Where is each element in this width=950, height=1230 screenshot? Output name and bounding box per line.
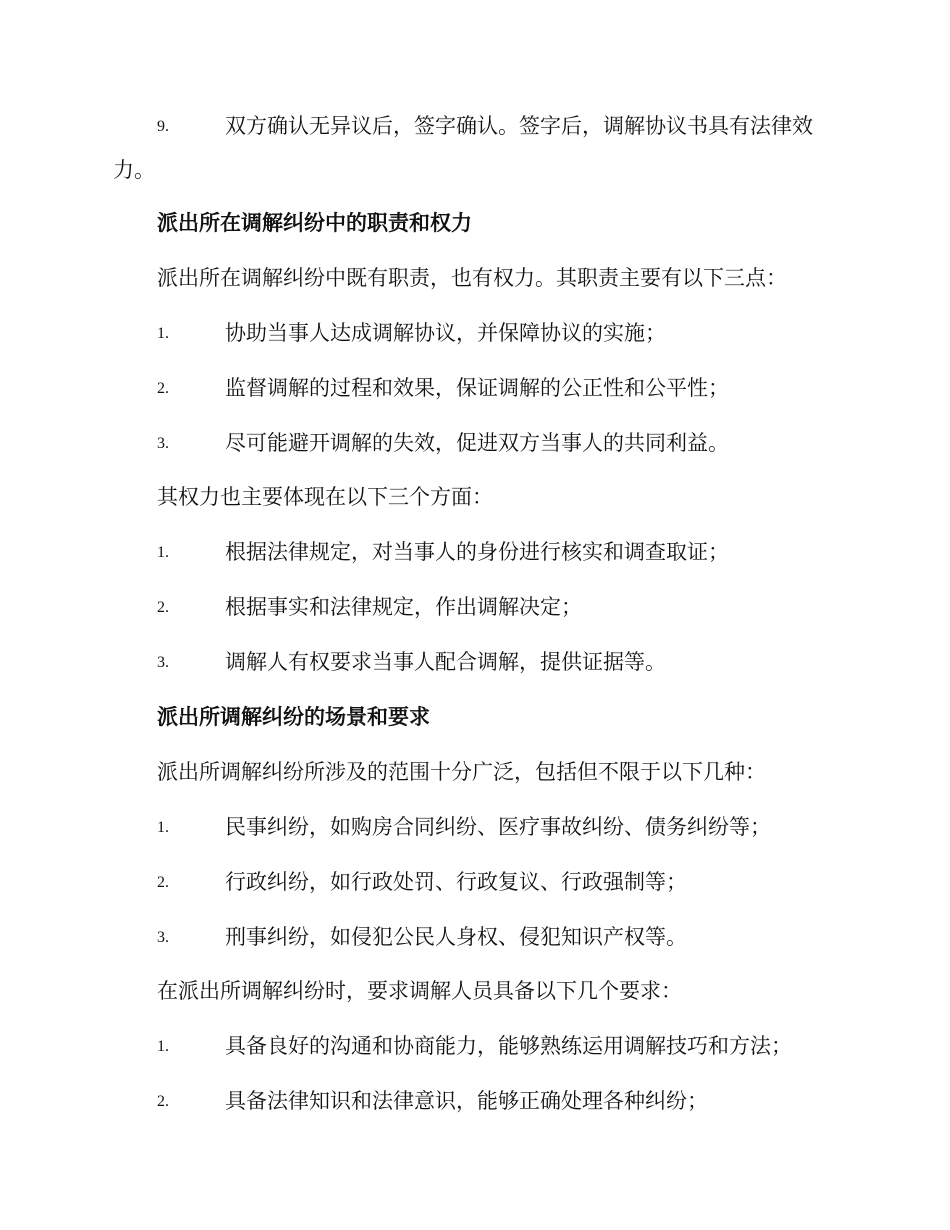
list-item-continuation: 力。 xyxy=(113,158,155,182)
list-number: 2. xyxy=(157,1093,169,1110)
paragraph: 其权力也主要体现在以下三个方面： xyxy=(157,485,493,509)
list-item-text: 调解人有权要求当事人配合调解，提供证据等。 xyxy=(225,650,666,674)
section-heading: 派出所调解纠纷的场景和要求 xyxy=(157,704,430,729)
list-number: 9. xyxy=(157,118,169,135)
list-item-text: 尽可能避开调解的失效，促进双方当事人的共同利益。 xyxy=(225,431,729,455)
paragraph: 派出所调解纠纷所涉及的范围十分广泛，包括但不限于以下几种： xyxy=(157,760,766,784)
list-number: 3. xyxy=(157,435,169,452)
list-number: 2. xyxy=(157,599,169,616)
list-item-text: 具备法律知识和法律意识，能够正确处理各种纠纷； xyxy=(225,1089,708,1113)
list-item-text: 双方确认无异议后，签字确认。签字后，调解协议书具有法律效 xyxy=(225,114,813,138)
list-number: 2. xyxy=(157,874,169,891)
paragraph: 派出所在调解纠纷中既有职责，也有权力。其职责主要有以下三点： xyxy=(157,266,787,290)
list-number: 3. xyxy=(157,929,169,946)
list-item-text: 根据法律规定，对当事人的身份进行核实和调查取证； xyxy=(225,540,729,564)
list-number: 1. xyxy=(157,1038,169,1055)
list-item-text: 行政纠纷，如行政处罚、行政复议、行政强制等； xyxy=(225,870,687,894)
list-number: 1. xyxy=(157,544,169,561)
list-number: 1. xyxy=(157,325,169,342)
list-number: 2. xyxy=(157,380,169,397)
list-number: 1. xyxy=(157,819,169,836)
list-item-text: 监督调解的过程和效果，保证调解的公正性和公平性； xyxy=(225,376,729,400)
list-item-text: 民事纠纷，如购房合同纠纷、医疗事故纠纷、债务纠纷等； xyxy=(225,815,771,839)
list-item-text: 协助当事人达成调解协议，并保障协议的实施； xyxy=(225,321,666,345)
list-item-text: 具备良好的沟通和协商能力，能够熟练运用调解技巧和方法； xyxy=(225,1034,792,1058)
list-item-text: 刑事纠纷，如侵犯公民人身权、侵犯知识产权等。 xyxy=(225,925,687,949)
list-number: 3. xyxy=(157,654,169,671)
section-heading: 派出所在调解纠纷中的职责和权力 xyxy=(157,210,472,235)
paragraph: 在派出所调解纠纷时，要求调解人员具备以下几个要求： xyxy=(157,979,682,1003)
list-item-text: 根据事实和法律规定，作出调解决定； xyxy=(225,595,582,619)
